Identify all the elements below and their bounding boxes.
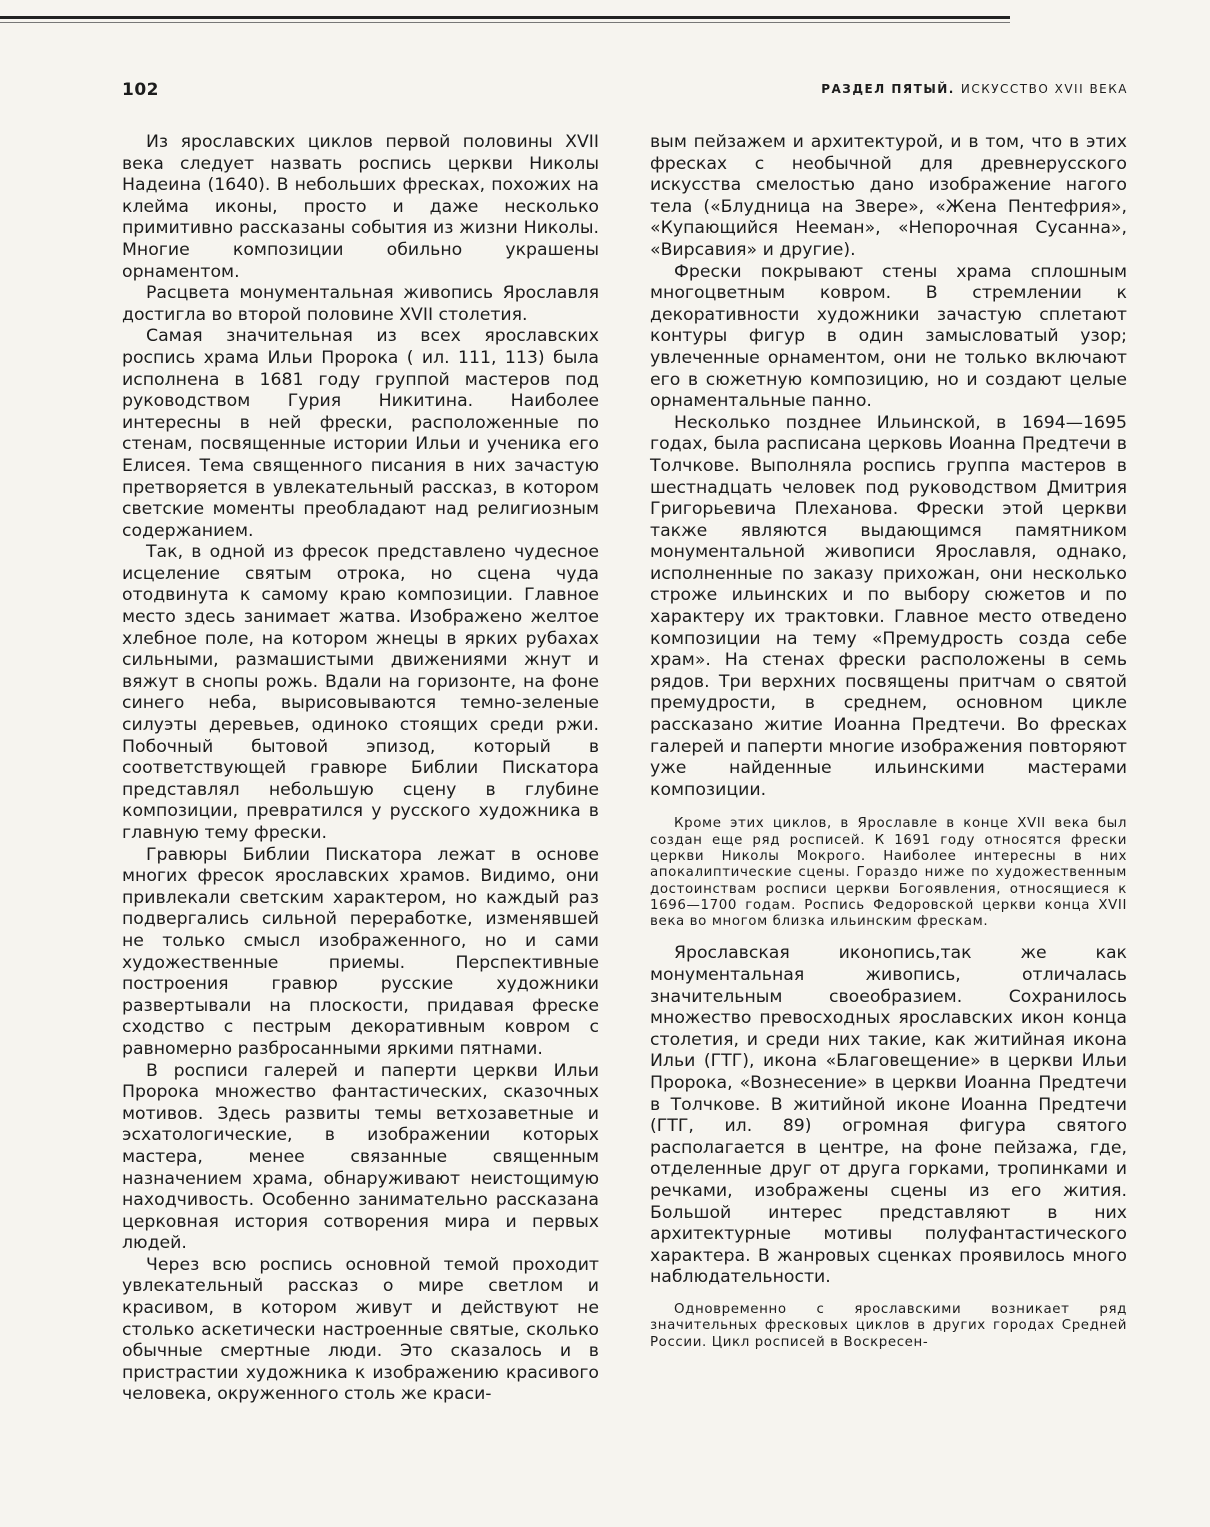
section-label: РАЗДЕЛ ПЯТЫЙ. — [821, 82, 955, 96]
paragraph: Из ярославских циклов первой половины XVII века следует назвать роспись церкви Николы Надеина (1640). В небольших фресках, похожих на клейма иконы, просто и даже несколько примитивно рассказаны события из жизни Николы. Многие композиции обильно украшены орнаментом. — [122, 132, 599, 282]
paragraph: Гравюры Библии Пискатора лежат в основе многих фресок ярославских храмов. Видимо, они привлекали светским характером, но каждый раз подвергались сильной переработке, изменявшей не только смысл изображенного, но и сами художественные приемы. Перспективные построения гравюр русские художники развертывали на плоскости, придавая фреске сходство с пестрым декоративным ковром с равномерно разбросанными яркими пятнами. — [122, 844, 599, 1059]
running-head — [821, 82, 1128, 96]
small-print-note: Кроме этих циклов, в Ярославле в конце XVII века был создан еще ряд росписей. К 1691 году относятся фрески церкви Николы Мокрого. Наиболее интересны в них апокалиптические сцены. Гораздо ниже по художественным достоинствам росписи церкви Богоявления, относящиеся к 1696—1700 годам. Роспись Федоровской церкви конца XVII века во многом близка ильинским фрескам. — [650, 816, 1127, 930]
paragraph: Ярославская иконопись,так же как монументальная живопись, отличалась значительным своеобразием. Сохранилось множество превосходных ярославских икон конца столетия, и среди них такие, как житийная икона Ильи (ГТГ), икона «Благовещение» в церкви Ильи Пророка, «Вознесение» в церкви Иоанна Предтечи в Толчкове. В житийной иконе Иоанна Предтечи (ГТГ, ил. 89) огромная фигура святого располагается в центре, на фоне пейзажа, где, отделенные друг от друга горками, тропинками и речками, изображены сцены из его жития. Большой интерес представляют в них архитектурные мотивы полуфантастического характера. В жанровых сценках проявилось много наблюдательности. — [650, 943, 1127, 1288]
paragraph-continuation: вым пейзажем и архитектурой, и в том, что в этих фресках с необычной для древнерусского искусства смелостью дано изображение нагого тела («Блудница на Звере», «Жена Пентефрия», «Купающийся Нееман», «Непорочная Сусанна», «Вирсавия» и другие). — [650, 132, 1127, 260]
paragraph: Через всю роспись основной темой проходит увлекательный рассказ о мире светлом и красивом, в котором живут и действуют не столько аскетически настроенные святые, сколько обычные смертные люди. Это сказалось и в пристрастии художника к изображению красивого человека, окруженного столь же краси- — [122, 1254, 599, 1405]
top-rule-thin — [0, 22, 1010, 23]
section-title: ИСКУССТВО XVII ВЕКА — [960, 82, 1128, 96]
paragraph: Самая значительная из всех ярославских роспись храма Ильи Пророка ( ил. 111, 113) была исполнена в 1681 году группой мастеров под руководством Гурия Никитина. Наиболее интересны в ней фрески, расположенные по стенам, посвященные истории Ильи и ученика его Елисея. Тема священного писания в них зачастую претворяется в увлекательный рассказ, в котором светские моменты преобладают над религиозным содержанием. — [122, 326, 599, 541]
page-number: 102 — [122, 80, 159, 100]
top-rule — [0, 16, 1010, 19]
paragraph: Фрески покрывают стены храма сплошным многоцветным ковром. В стремлении к декоративности художники зачастую сплетают контуры фигур в один замысловатый узор; увлеченные орнаментом, они не только включают его в сюжетную композицию, но и создают целые орнаментальные панно. — [650, 261, 1127, 412]
paragraph: Несколько позднее Ильинской, в 1694—1695 годах, была расписана церковь Иоанна Предтечи в Толчкове. Выполняла роспись группа мастеров в шестнадцать человек под руководством Дмитрия Григорьевича Плеханова. Фрески этой церкви также являются выдающимся памятником монументальной живописи Ярославля, однако, исполненные по заказу прихожан, они несколько строже ильинских и по выбору сюжетов и по характеру их трактовки. Главное место отведено композиции на тему «Премудрость созда себе храм». На стенах фрески расположены в семь рядов. Три верхних посвящены притчам о святой премудрости, в среднем, основном цикле рассказано житие Иоанна Предтечи. Во фресках галерей и паперти многие изображения повторяют уже найденные ильинскими мастерами композиции. — [650, 412, 1127, 800]
right-column — [650, 132, 1127, 1351]
small-print-note: Одновременно с ярославскими возникает ряд значительных фресковых циклов в других городах Средней России. Цикл росписей в Воскресен- — [650, 1301, 1127, 1350]
paragraph: Так, в одной из фресок представлено чудесное исцеление святым отрока, но сцена чуда отодвинута к самому краю композиции. Главное место здесь занимает жатва. Изображено желтое хлебное поле, на котором жнецы в ярких рубахах сильными, размашистыми движениями жнут и вяжут в снопы рожь. Вдали на горизонте, на фоне синего неба, вырисовываются темно-зеленые силуэты деревьев, одиноко стоящих среди ржи. Побочный бытовой эпизод, который в соответствующей гравюре Библии Пискатора представлял небольшую сцену в глубине композиции, превратился у русского художника в главную тему фрески. — [122, 542, 599, 843]
left-column — [122, 132, 599, 1406]
paragraph: В росписи галерей и паперти церкви Ильи Пророка множество фантастических, сказочных мотивов. Здесь развиты темы ветхозаветные и эсхатологические, в изображении которых мастера, менее связанные священным назначением храма, обнаруживают неистощимую находчивость. Особенно занимательно рассказана церковная история сотворения мира и первых людей. — [122, 1060, 599, 1254]
paragraph: Расцвета монументальная живопись Ярославля достигла во второй половине XVII столетия. — [122, 283, 599, 325]
